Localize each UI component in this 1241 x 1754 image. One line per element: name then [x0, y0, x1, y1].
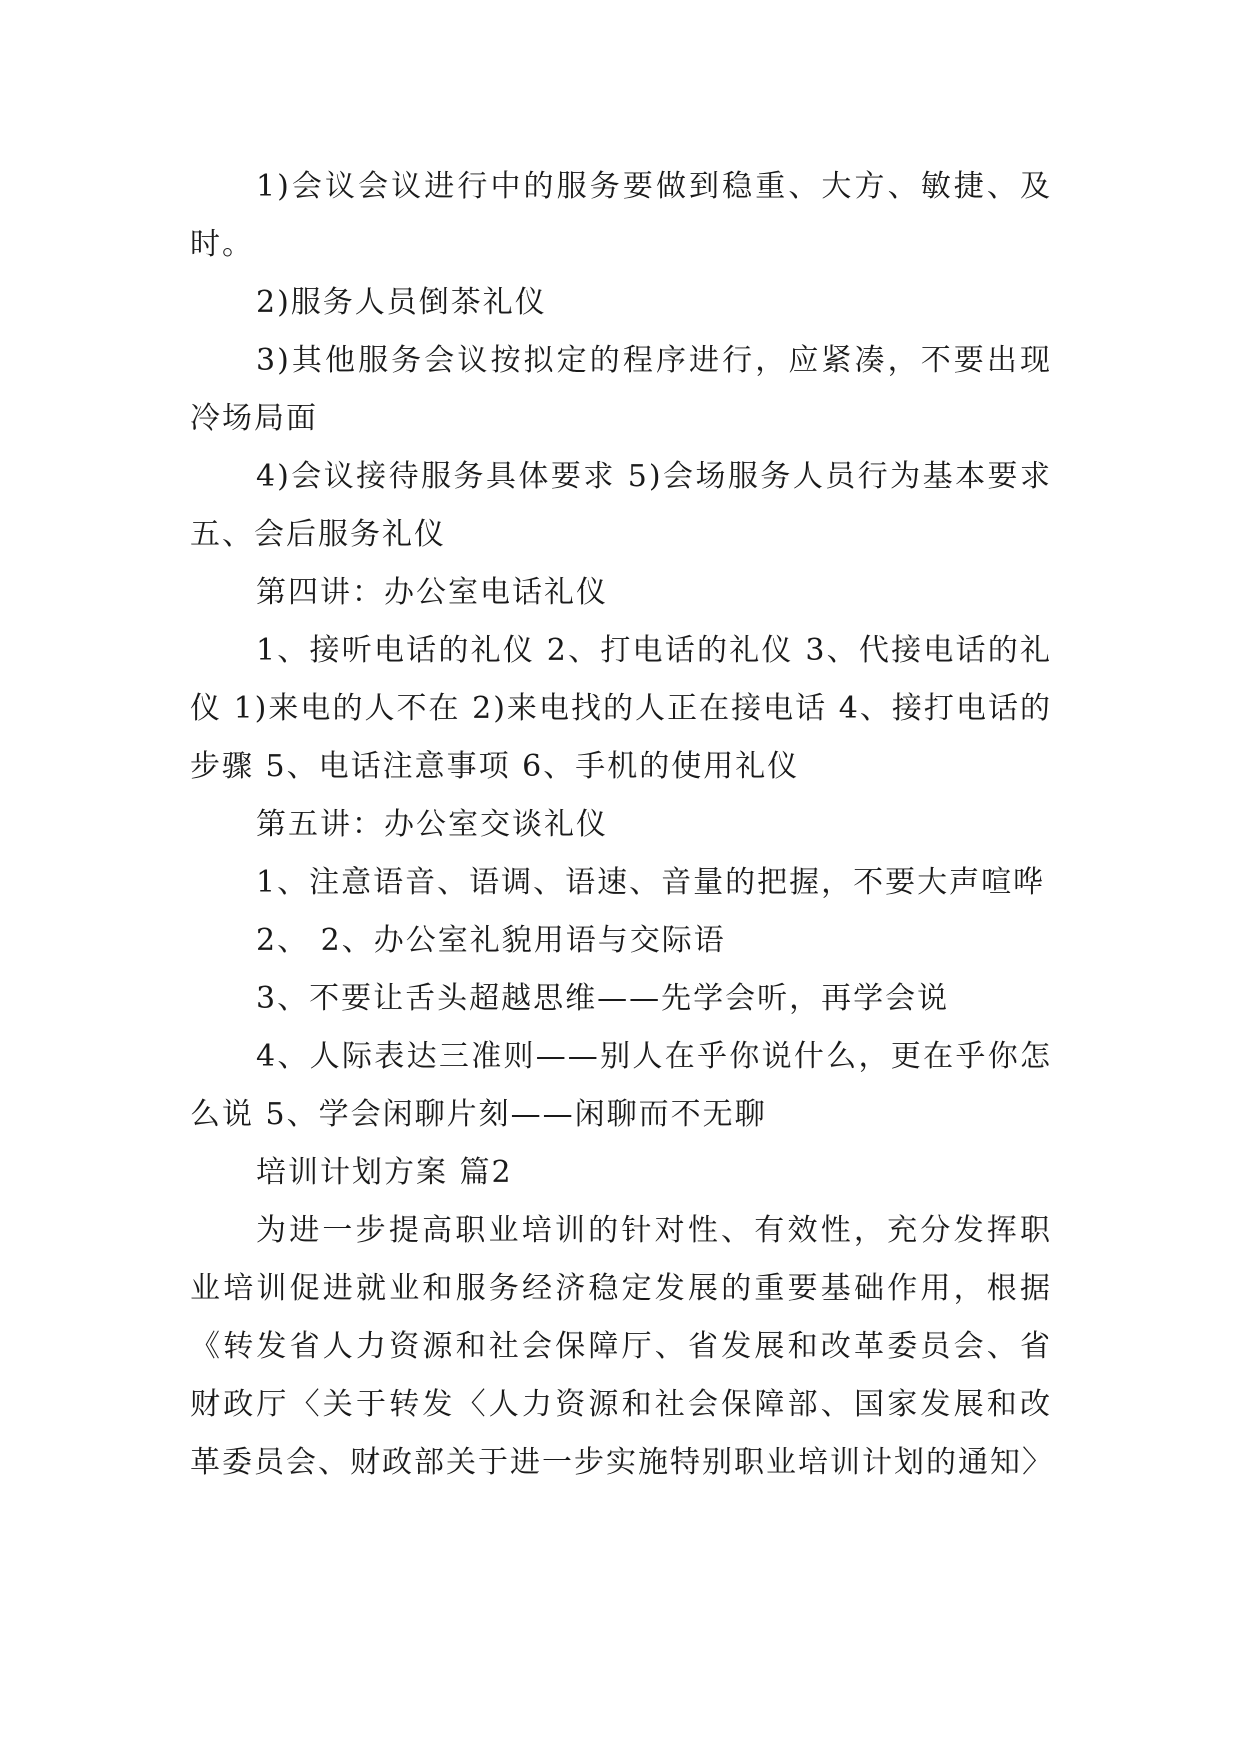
paragraph-polite-language: 2、 2、办公室礼貌用语与交际语: [256, 923, 726, 958]
paragraph-other-services: 3)其他服务会议按拟定的程序进行，应紧凑，不要出现冷场局面: [190, 343, 1052, 436]
section-heading-plan-2: 培训计划方案 篇2: [256, 1155, 513, 1190]
paragraph-reception-requirements: 4)会议接待服务具体要求 5)会场服务人员行为基本要求 五、会后服务礼仪: [190, 459, 1052, 552]
paragraph-tea-etiquette: 2)服务人员倒茶礼仪: [256, 285, 547, 320]
paragraph-listen-first: 3、不要让舌头超越思维——先学会听，再学会说: [256, 981, 950, 1016]
document-body: [190, 158, 1052, 1492]
paragraph-meeting-service: 1)会议会议进行中的服务要做到稳重、大方、敏捷、及时。: [190, 169, 1052, 262]
paragraph-plan-intro: 为进一步提高职业培训的针对性、有效性，充分发挥职业培训促进就业和服务经济稳定发展的重要基础作用，根据《转发省人力资源和社会保障厅、省发展和改革委员会、省财政厅〈关于转发〈人力资源和社会保障部、国家发展和改革委员会、财政部关于进一步实施特别职业培训计划的通知〉: [190, 1213, 1054, 1480]
paragraph-voice: 1、注意语音、语调、语速、音量的把握，不要大声喧哗: [256, 865, 1046, 900]
section-heading-lecture-4: 第四讲：办公室电话礼仪: [256, 575, 608, 610]
section-heading-lecture-5: 第五讲：办公室交谈礼仪: [256, 807, 608, 842]
paragraph-expression-rules: 4、人际表达三准则——别人在乎你说什么，更在乎你怎么说 5、学会闲聊片刻——闲聊而不无聊: [190, 1039, 1052, 1132]
paragraph-phone-etiquette: 1、接听电话的礼仪 2、打电话的礼仪 3、代接电话的礼仪 1)来电的人不在 2)来电找的人正在接电话 4、接打电话的步骤 5、电话注意事项 6、手机的使用礼仪: [190, 633, 1052, 784]
